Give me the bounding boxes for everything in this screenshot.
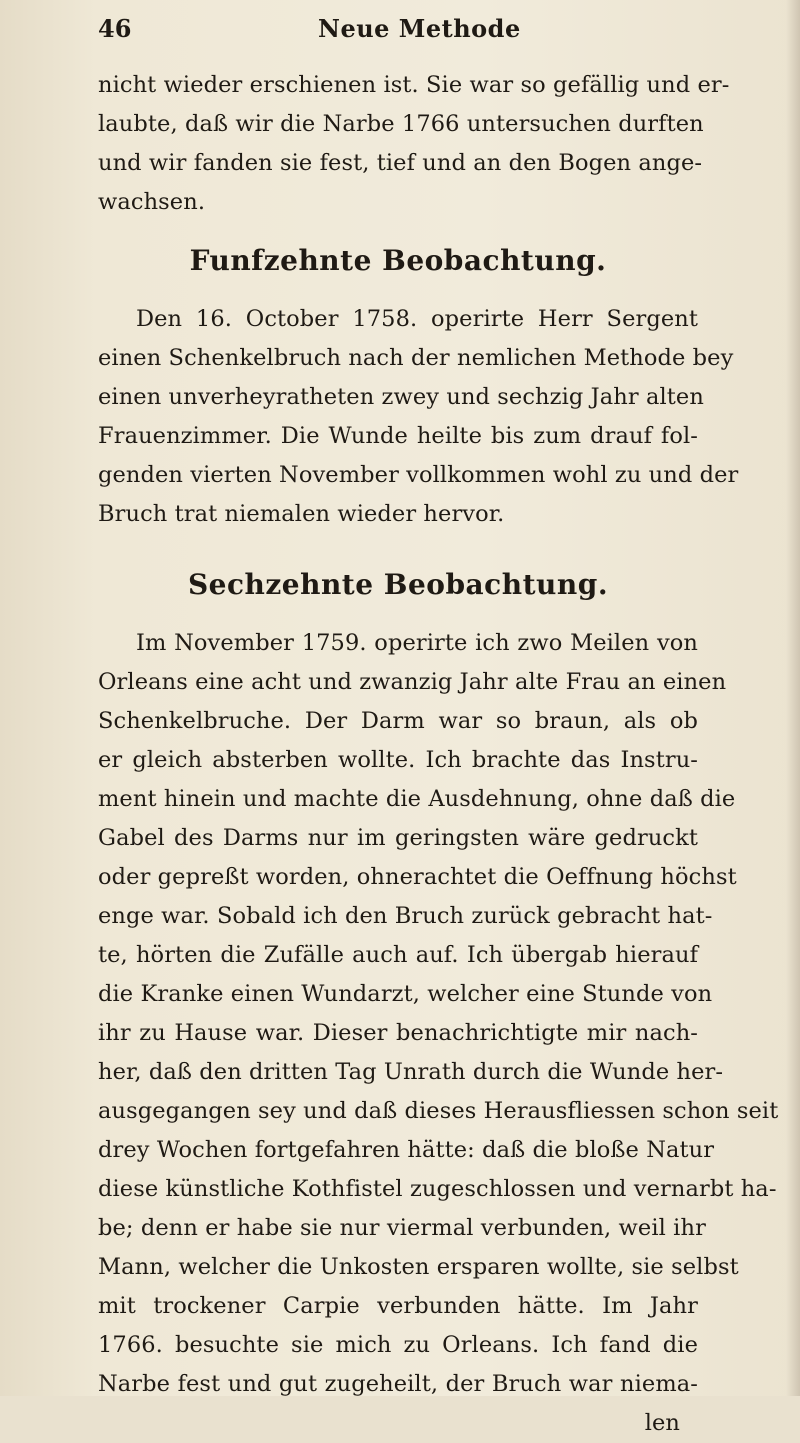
section-heading-16: Sechzehnte Beobachtung. — [187, 568, 609, 601]
text-line: len — [644, 1410, 680, 1436]
text-line: Gabel des Darms nur im geringsten wäre gedruckt — [98, 825, 698, 851]
text-line: die Kranke einen Wundarzt, welcher eine Stunde von — [98, 981, 713, 1007]
text-line: laubte, daß wir die Narbe 1766 untersuchen durften — [98, 111, 704, 137]
text-line: nicht wieder erschienen ist. Sie war so gefällig und er- — [98, 72, 730, 98]
text-line: enge war. Sobald ich den Bruch zurück gebracht hat- — [98, 903, 713, 929]
text-line: drey Wochen fortgefahren hätte: daß die bloße Natur — [98, 1137, 715, 1163]
text-line: ihr zu Hause war. Dieser benachrichtigte mir nach- — [98, 1020, 698, 1046]
paragraph-observation-15 — [98, 300, 739, 534]
text-line: einen Schenkelbruch nach der nemlichen Methode bey — [98, 345, 734, 371]
text-line: er gleich absterben wollte. Ich brachte das Instru- — [98, 747, 698, 773]
text-line: Mann, welcher die Unkosten ersparen wollte, sie selbst — [98, 1254, 739, 1280]
text-block — [98, 66, 779, 1443]
text-line: genden vierten November vollkommen wohl zu und der — [98, 462, 739, 488]
text-line: Bruch trat niemalen wieder hervor. — [98, 501, 505, 527]
text-line: wachsen. — [98, 189, 206, 215]
text-line: be; denn er habe sie nur viermal verbunden, weil ihr — [98, 1215, 706, 1241]
text-line: ment hinein und machte die Ausdehnung, ohne daß die — [98, 786, 736, 812]
text-line: mit trockener Carpie verbunden hätte. Im Jahr — [98, 1293, 698, 1319]
text-line: Im November 1759. operirte ich zwo Meilen von — [136, 630, 698, 656]
running-title: Neue Methode — [318, 14, 521, 43]
text-line: Orleans eine acht und zwanzig Jahr alte Frau an einen — [98, 669, 727, 695]
page-header — [98, 14, 698, 54]
paragraph-observation-16 — [98, 624, 779, 1443]
page-number: 46 — [98, 14, 132, 43]
paragraph-continuation — [98, 66, 730, 222]
text-line: einen unverheyratheten zwey und sechzig Jahr alten — [98, 384, 704, 410]
text-line: Frauenzimmer. Die Wunde heilte bis zum drauf fol- — [98, 423, 698, 449]
text-line: und wir fanden sie fest, tief und an den Bogen ange- — [98, 150, 703, 176]
text-line: 1766. besuchte sie mich zu Orleans. Ich fand die — [98, 1332, 698, 1358]
page-edge-shadow — [786, 0, 800, 1396]
text-line: Den 16. October 1758. operirte Herr Sergent — [136, 306, 698, 332]
text-line: her, daß den dritten Tag Unrath durch die Wunde her- — [98, 1059, 724, 1085]
text-line: diese künstliche Kothfistel zugeschlossen und vernarbt ha- — [98, 1176, 777, 1202]
text-line: te, hörten die Zufälle auch auf. Ich übergab hierauf — [98, 942, 698, 968]
section-heading-15: Funfzehnte Beobachtung. — [189, 244, 607, 277]
text-line: ausgegangen sey und daß dieses Herausfliessen schon seit — [98, 1098, 779, 1124]
text-line: Narbe fest und gut zugeheilt, der Bruch war niema- — [98, 1371, 698, 1397]
text-line: oder gepreßt worden, ohnerachtet die Oeffnung höchst — [98, 864, 737, 890]
text-line: Schenkelbruche. Der Darm war so braun, als ob — [98, 708, 698, 734]
